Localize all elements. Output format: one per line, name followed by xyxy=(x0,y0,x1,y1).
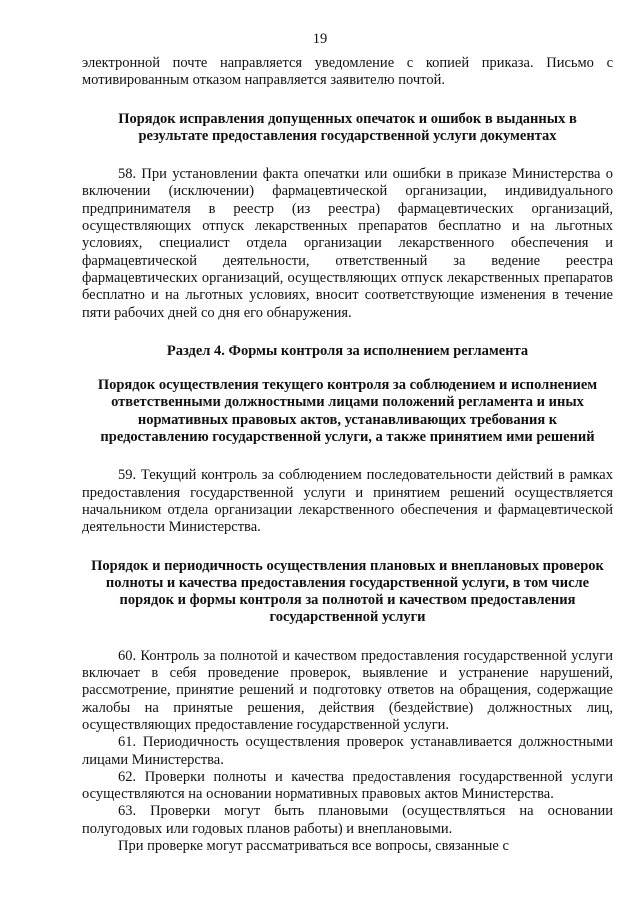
document-body xyxy=(82,55,613,855)
section-heading: Порядок исправления допущенных опечаток и ошибок в выданных в результате предоставления государственной услуги документах xyxy=(118,110,577,144)
paragraph: 59. Текущий контроль за соблюдением последовательности действий в рамках предоставления государственной услуги и принятием решений осуществляется начальником отдела организации лекарственного обеспечения и фармацевтической деятельности Министерства. xyxy=(82,467,613,536)
paragraph: 58. При установлении факта опечатки или ошибки в приказе Министерства о включении (исключении) фармацевтической организации, индивидуального предпринимателя в реестр (из реестра) фармацевтических организаций, осуществляющих отпуск лекарственных препаратов бесплатно и на льготных условиях, специалист отдела организации лекарственного обеспечения и фармацевтической деятельности, ответственный за ведение реестра фармацевтических организаций, осуществляющих отпуск лекарственных препаратов бесплатно и на льготных условиях, вносит соответствующие изменения в течение пяти рабочих дней со дня его обнаружения. xyxy=(82,166,613,321)
paragraph: 63. Проверки могут быть плановыми (осуществляться на основании полугодовых или годовых планов работы) и внеплановыми. xyxy=(82,803,613,837)
section-heading: Порядок осуществления текущего контроля за соблюдением и исполнением ответственными должностными лицами положений регламента и иных нормативных правовых актов, устанавливающих требования к предоставлению государственной услуги, а также принятием ими решений xyxy=(97,377,598,446)
section-heading: Раздел 4. Формы контроля за исполнением регламента xyxy=(166,342,529,359)
section-heading: Порядок и периодичность осуществления плановых и внеплановых проверок полноты и качества предоставления государственной услуги, в том числе порядок и формы контроля за полнотой и качеством предоставления государственной услуги xyxy=(91,557,604,626)
paragraph: При проверке могут рассматриваться все вопросы, связанные с xyxy=(118,837,509,854)
paragraph: 60. Контроль за полнотой и качеством предоставления государственной услуги включает в себя проведение проверок, выявление и устранение нарушений, рассмотрение, принятие решений и подготовку ответов на обращения, содержащие жалобы на принятые решения, действия (бездействие) должностных лиц, осуществляющих предоставление государственной услуги. xyxy=(82,647,613,733)
paragraph: электронной почте направляется уведомление с копией приказа. Письмо с мотивированным отказом направляется заявителю почтой. xyxy=(82,55,613,89)
paragraph: 61. Периодичность осуществления проверок устанавливается должностными лицами Министерства. xyxy=(82,734,613,768)
page-number: 19 xyxy=(312,31,328,47)
paragraph: 62. Проверки полноты и качества предоставления государственной услуги осуществляются на основании нормативных правовых актов Министерства. xyxy=(82,768,613,803)
